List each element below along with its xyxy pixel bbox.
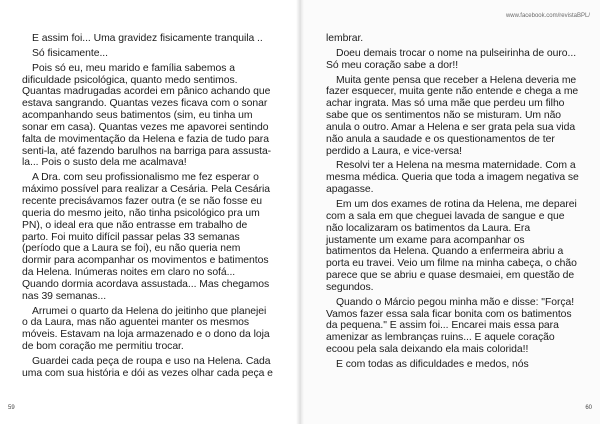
right-text-column	[326, 33, 592, 374]
page-number: 60	[585, 405, 592, 411]
facebook-url: www.facebook.com/revistaBPL/	[505, 13, 590, 19]
right-page	[300, 0, 600, 424]
paragraph: Em um dos exames de rotina da Helena, me deparei com a sala em que cheguei lavada de sangue e que não localizaram os batimentos da Laura. Era justamente um exame para acompanhar os batimentos da Helena. Quando a enfermeira abriu a porta eu travei. Veio um filme na minha cabeça, o chão parece que se abriu e quase desmaiei, em questão de segundos.	[326, 198, 577, 293]
paragraph: Muita gente pensa que receber a Helena deveria me fazer esquecer, muita gente não entende e chega a me achar ingrata. Mas só uma mãe que perdeu um filho sabe que os sentimentos não se misturam. Um não anula o outro. Amar a Helena e ser grata pela sua vida não anula a saudade e os questionamentos de ter perdido a Laura, e vice-versa!	[326, 74, 579, 157]
paragraph: E assim foi... Uma gravidez fisicamente tranquila ..	[32, 33, 263, 44]
paragraph: Doeu demais trocar o nome na pulseirinha de ouro... Só meu coração sabe a dor!!	[326, 47, 577, 71]
page-gutter-shadow	[296, 0, 304, 424]
paragraph: lembrar.	[326, 33, 364, 44]
left-text-column	[22, 33, 284, 383]
paragraph: Resolvi ter a Helena na mesma maternidade. Com a mesma médica. Queria que toda a imagem negativa se apagasse.	[326, 160, 579, 196]
paragraph: Guardei cada peça de roupa e uso na Helena. Cada uma com sua história e dói as vezes olhar cada peça e	[22, 355, 273, 379]
paragraph: Só fisicamente...	[32, 47, 108, 59]
paragraph: E com todas as dificuldades e medos, nós	[336, 358, 529, 370]
paragraph: Quando o Márcio pegou minha mão e disse: "Força! Vamos fazer essa sala ficar bonita com os batimentos da pequena." E assim foi... Encarei mais essa para amenizar as lembranças ruins... E aquele coração ecoou pela sala deixando ela mais colorida!!	[326, 296, 575, 356]
paragraph: Pois só eu, meu marido e família sabemos a dificuldade psicológica, quanto medo sentimos. Quantas madrugadas acordei em pânico achando que estava sangrando. Quantas vezes ficava com o sonar acompanhando seus batimentos (sim, eu tinha um sonar em casa). Quantas vezes me apavorei sentindo falta de movimentação da Helena e fazia de tudo para senti-la, até fazendo barulhos na barriga para assusta- la... Pois o susto dela me acalmava!	[22, 62, 272, 169]
paragraph: Arrumei o quarto da Helena do jeitinho que planejei o da Laura, mas não aguentei manter os mesmos móveis. Estavam na loja armazenado e o dono da loja de bom coração me permitiu trocar.	[22, 305, 270, 353]
paragraph: A Dra. com seu profissionalismo me fez esperar o máximo possível para realizar a Cesária. Pela Cesária recente precisávamos fazer outra (e se não fosse eu queria do mesmo jeito, não tinha psicológico pra um PN), o ideal era que não entrasse em trabalho de parto. Foi muito difícil passar pelas 33 semanas (período que a Laura se foi), eu não queria nem dormir para acompanhar os movimentos e batimentos da Helena. Inúmeras noites em claro no sofá... Quando dormia acordava assustada... Mas chegamos nas 39 semanas...	[22, 172, 270, 302]
page-number: 59	[8, 405, 15, 411]
